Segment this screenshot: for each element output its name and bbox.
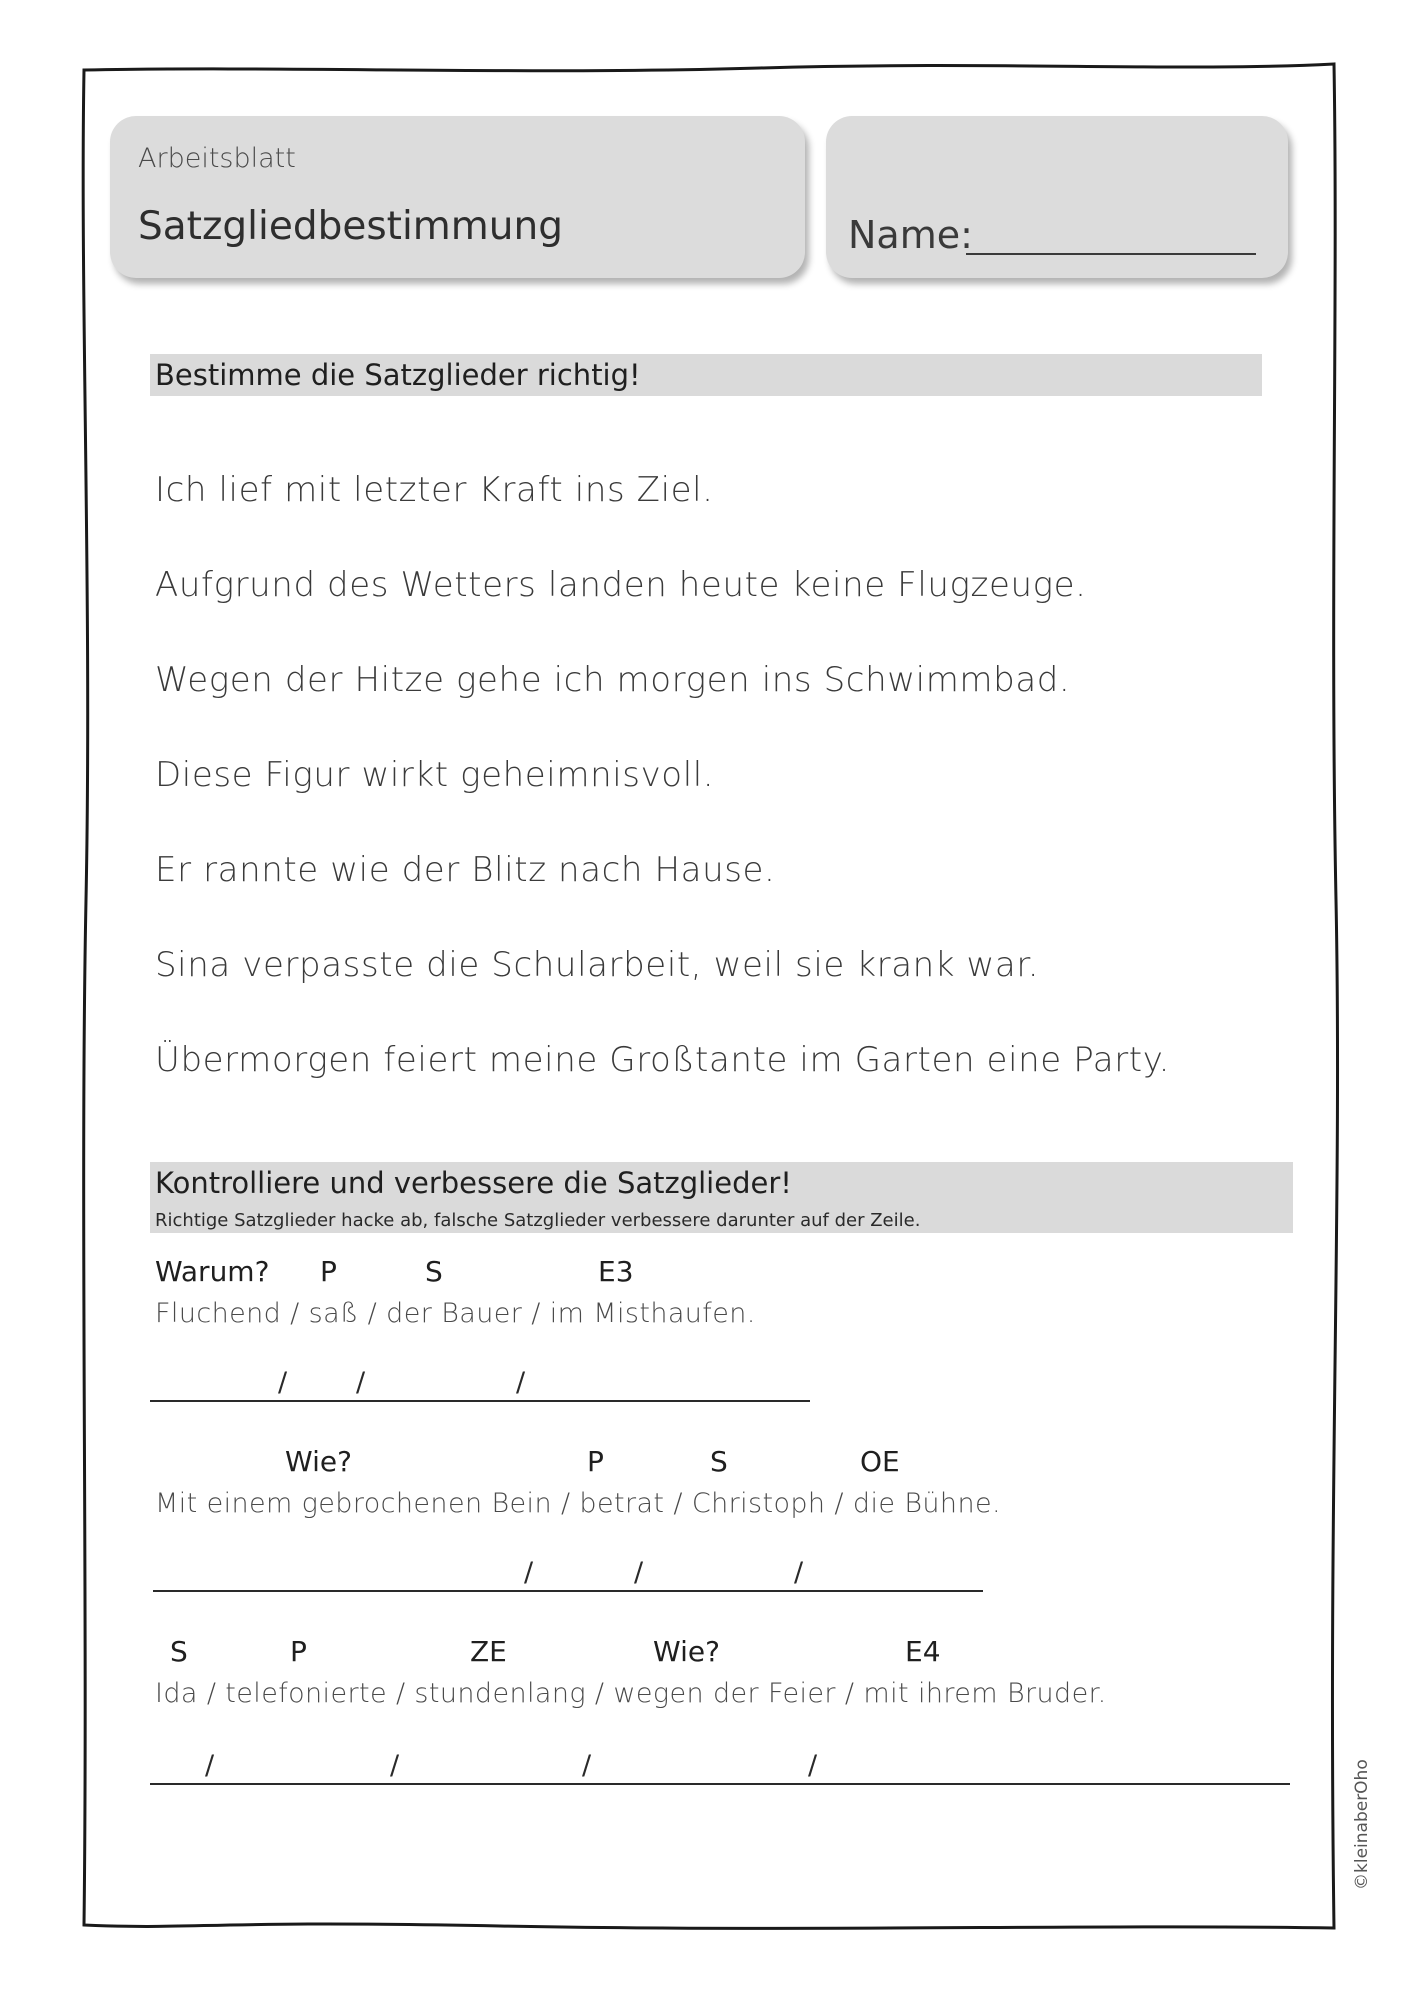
divider-slash: / (278, 1367, 288, 1398)
task1-sentence: Wegen der Hitze gehe ich morgen ins Schwimmbad. (155, 660, 1071, 700)
part-label: Wie? (285, 1445, 352, 1478)
part-label: E3 (598, 1255, 634, 1288)
part-label: S (425, 1255, 443, 1288)
task1-sentence: Übermorgen feiert meine Großtante im Garten eine Party. (155, 1040, 1170, 1080)
divider-slash: / (582, 1750, 592, 1781)
part-label: Wie? (653, 1635, 720, 1668)
divider-slash: / (356, 1367, 366, 1398)
part-label: P (320, 1255, 337, 1288)
copyright-note: ©kleinaberOho (1352, 1759, 1372, 1890)
part-label: P (587, 1445, 604, 1478)
worksheet-title-card (110, 116, 805, 278)
task2-instruction-bar (150, 1162, 1293, 1233)
divider-slash: / (808, 1750, 818, 1781)
divider-slash: / (516, 1367, 526, 1398)
divider-slash: / (524, 1557, 534, 1588)
name-label: Name: (848, 213, 973, 257)
exercise-sentence: Ida / telefonierte / stundenlang / wegen der Feier / mit ihrem Bruder. (155, 1678, 1107, 1709)
answer-line[interactable] (153, 1590, 983, 1592)
part-label: OE (860, 1445, 900, 1478)
divider-slash: / (634, 1557, 644, 1588)
name-card (826, 116, 1288, 278)
part-label: S (170, 1635, 188, 1668)
divider-slash: / (794, 1557, 804, 1588)
part-label: Warum? (155, 1255, 270, 1288)
task1-sentence: Sina verpasste die Schularbeit, weil sie krank war. (155, 945, 1040, 985)
exercise-sentence: Mit einem gebrochenen Bein / betrat / Christoph / die Bühne. (155, 1488, 1001, 1519)
task1-instruction: Bestimme die Satzglieder richtig! (155, 358, 641, 392)
task2-subinstruction: Richtige Satzglieder hacke ab, falsche Satzglieder verbessere darunter auf der Zeile. (155, 1210, 921, 1231)
part-label: E4 (905, 1635, 941, 1668)
task1-sentence: Ich lief mit letzter Kraft ins Ziel. (155, 470, 714, 510)
answer-line[interactable] (150, 1783, 1290, 1785)
task1-sentence: Aufgrund des Wetters landen heute keine Flugzeuge. (155, 565, 1087, 605)
divider-slash: / (205, 1750, 215, 1781)
name-write-line[interactable] (966, 253, 1256, 255)
answer-line[interactable] (150, 1400, 810, 1402)
task1-sentence: Diese Figur wirkt geheimnisvoll. (155, 755, 715, 795)
worksheet-title: Satzgliedbestimmung (138, 204, 563, 249)
part-label: ZE (470, 1635, 507, 1668)
task2-instruction: Kontrolliere und verbessere die Satzglieder! (155, 1166, 792, 1200)
worksheet-kind: Arbeitsblatt (138, 143, 296, 174)
part-label: P (290, 1635, 307, 1668)
divider-slash: / (390, 1750, 400, 1781)
exercise-sentence: Fluchend / saß / der Bauer / im Misthaufen. (155, 1298, 756, 1329)
part-label: S (710, 1445, 728, 1478)
task1-instruction-bar (150, 354, 1262, 396)
task1-sentence: Er rannte wie der Blitz nach Hause. (155, 850, 776, 890)
